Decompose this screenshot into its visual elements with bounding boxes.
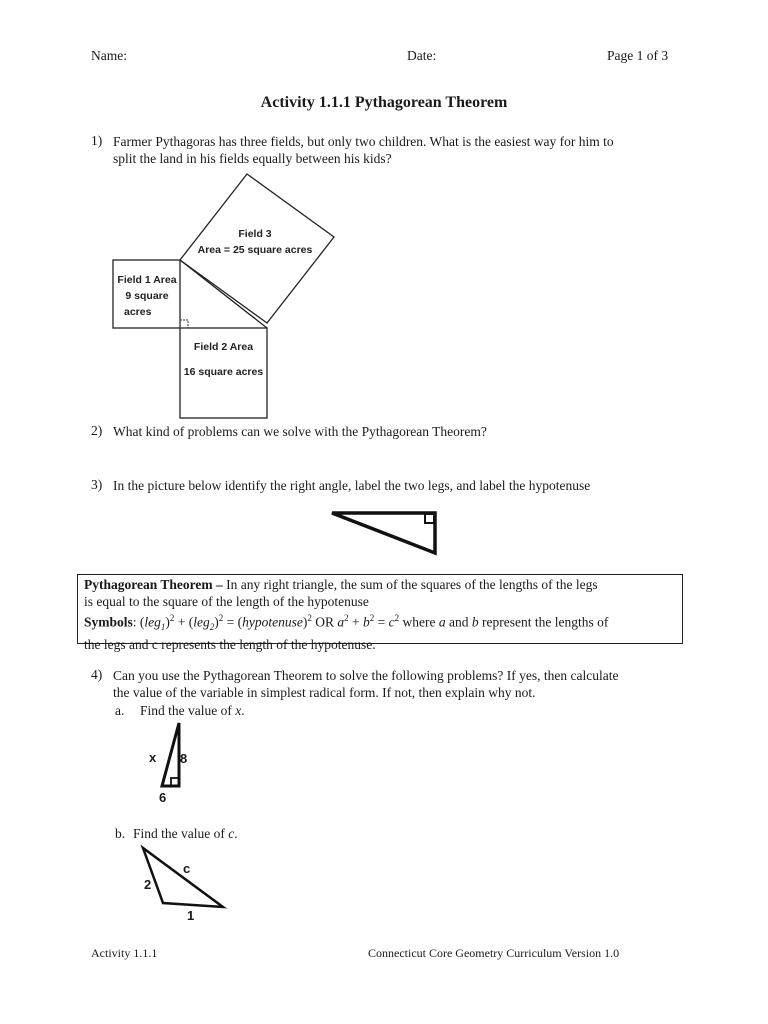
q2-number: 2) [91,423,103,438]
field2-line2: 16 square acres [183,366,264,378]
footer-left: Activity 1.1.1 [91,946,158,960]
q4a-variable: x [235,703,242,718]
leg1-term: leg [144,614,161,630]
var-c: c [388,614,395,630]
field2-line1: Field 2 Area [193,341,254,353]
q4a-label-6: 6 [159,790,167,805]
theorem-text2: is equal to the square of the length of the hypotenuse [84,594,369,609]
theorem-title: Pythagorean Theorem – [84,577,223,592]
q4b-label-c: c [183,861,191,876]
right-angle-marker [180,320,188,328]
or-word: OR [311,614,338,630]
triangle-hypotenuse [180,260,267,328]
page-number: Page 1 of 3 [607,48,669,63]
theorem-line1 [84,576,676,593]
q1-number: 1) [91,133,103,148]
q4b-triangle-shape [143,848,223,907]
theorem-box [77,574,683,653]
field3-area: Area = 25 square acres [197,244,313,256]
q1-line1: Farmer Pythagoras has three fields, but only two children. What is the easiest way for him to [113,134,614,149]
q4b-period: . [234,826,238,841]
var-a-2: a [438,614,446,630]
name-label: Name: [91,48,127,63]
and-word: and [445,614,472,630]
field3-label [195,226,315,258]
q4a-text [140,702,245,719]
field1-line1: Field 1 Area [117,274,177,286]
q3-triangle-shape [332,513,435,553]
field1-line2: 9 square [125,290,169,302]
represent-text: represent the lengths of [478,614,609,630]
q3-triangle [328,508,440,558]
field1-label [113,272,181,320]
q4b-label-2: 2 [144,877,152,892]
symbols-label: Symbols [84,614,133,630]
q4b-prompt: Find the value of [133,826,229,841]
theorem-symbols-line: Symbols: $(leg_1)^2 + (leg_2)^2$ = (hypotenuse)$^2$ OR $a^2 + b^2 = c^2$ where a and b represent the lengths of [84,613,609,633]
date-label: Date: [407,48,437,63]
q4a-label-x: x [149,750,157,765]
q2-text: What kind of problems can we solve with the Pythagorean Theorem? [113,424,487,439]
var-b: b [363,614,370,630]
q3-number: 3) [91,477,103,492]
theorem-text1: In any right triangle, the sum of the squares of the lengths of the legs [222,577,598,592]
q4a-label: a. [115,703,125,718]
field3-title: Field 3 [238,228,272,240]
q4a-triangle-shape [162,723,179,786]
q1-line2: split the land in his fields equally between his kids? [113,151,392,166]
q4-line2: the value of the variable in simplest radical form. If not, then explain why not. [113,685,536,700]
var-b-2: b [471,614,479,630]
where-word: where [399,614,439,630]
theorem-line4: the legs and c represents the length of the hypotenuse. [84,637,376,653]
var-a: a [337,614,345,630]
q4a-period: . [241,703,245,718]
footer-right: Connecticut Core Geometry Curriculum Version 1.0 [368,946,620,960]
leg2-term: leg [193,614,210,630]
q4a-prompt: Find the value of [140,703,236,718]
field2-label [180,339,267,380]
page-title: Activity 1.1.1 Pythagorean Theorem [260,94,508,111]
q4b-label: b. [115,826,126,841]
q4-line1: Can you use the Pythagorean Theorem to solve the following problems? If yes, then calculate [113,668,619,683]
field1-line3: acres [124,306,152,318]
q4a-label-8: 8 [180,751,188,766]
q3-right-angle-marker [425,514,434,523]
q4b-label-1: 1 [187,908,195,923]
q4b-variable: c [228,826,235,841]
q3-text: In the picture below identify the right angle, label the two legs, and label the hypotenuse [113,478,591,493]
hypotenuse-term: hypotenuse [242,614,303,630]
q4-number: 4) [91,667,103,682]
q4-text [113,667,693,701]
